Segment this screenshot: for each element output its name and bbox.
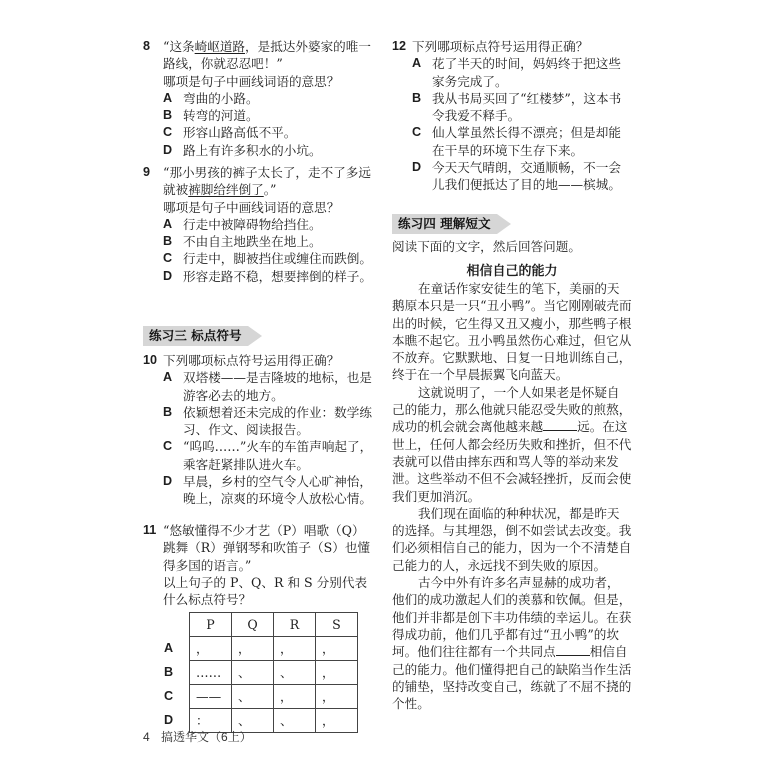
question-stem: “那小男孩的裤子太长了，走不了多远就被裤脚给绊倒了。” (163, 165, 371, 198)
fill-in-blank[interactable] (556, 643, 590, 656)
table-row-d[interactable]: D ： 、 、 ， (163, 709, 358, 733)
page-number: 4 (143, 730, 150, 744)
option-c[interactable]: C 形容山路高低不平。 (163, 125, 297, 141)
option-c[interactable]: C 仙人掌虽然长得不漂亮；但是却能在干旱的环境下生存下来。 (412, 125, 621, 158)
passage-paragraph: 我们现在面临的种种状况，都是昨天的选择。与其埋怨，倒不如尝试去改变。我们必须相信自己的能力，因为一个不清楚自己能力的人，永远找不到失败的原因。 (392, 505, 632, 573)
underlined-phrase: 裤脚给绊倒了 (188, 182, 264, 198)
page-footer (143, 728, 252, 745)
reading-passage (392, 280, 632, 712)
table-cell: ， (232, 637, 274, 661)
question-stem: “悠敏懂得不少才艺（P）唱歌（Q）跳舞（R）弹钢琴和吹笛子（S）也懂得多国的语言。” (163, 523, 371, 573)
punctuation-options-table (163, 612, 358, 733)
table-cell: 、 (232, 709, 274, 733)
question-stem: 下列哪项标点符号运用得正确？ (163, 353, 340, 368)
option-d[interactable]: D 早晨，乡村的空气令人心旷神怡，晚上，凉爽的环境令人放松心情。 (163, 474, 372, 507)
underlined-phrase: 崎岖道路 (194, 39, 246, 54)
fill-in-blank[interactable] (543, 418, 577, 431)
question-9 (143, 164, 373, 285)
table-cell: ， (316, 661, 358, 685)
question-number: 12 (392, 39, 407, 53)
table-cell: ， (274, 637, 316, 661)
table-cell: ， (190, 637, 232, 661)
question-number: 10 (143, 353, 158, 367)
question-8 (143, 38, 373, 159)
table-header-row (163, 613, 358, 637)
question-11 (143, 522, 373, 733)
passage-paragraph: 古今中外有许多名声显赫的成功者，他们的成功激起人们的羡慕和钦佩。但是，他们并非都是创下丰功伟绩的幸运儿。在获得成功前，他们几乎都有过“丑小鸭”的坎坷。他们往往都有一个共同点 相信自己的能力。他们懂得把自己的缺陷当作生活的铺垫，坚持改变自己，练就了不屈不挠的个性。 (392, 575, 632, 712)
table-cell: ， (316, 637, 358, 661)
question-number: 11 (143, 523, 157, 537)
option-b[interactable]: B 我从书局买回了“红楼梦”，这本书令我爱不释手。 (412, 90, 622, 124)
option-a[interactable]: A 双塔楼——是吉隆坡的地标，也是游客必去的地方。 (163, 370, 372, 403)
table-cell: …… (190, 661, 232, 685)
option-a[interactable]: A 花了半天的时间，妈妈终于把这些家务完成了。 (412, 56, 621, 89)
option-d[interactable]: D 形容走路不稳，想要摔倒的样子。 (163, 268, 372, 284)
option-d[interactable]: D 路上有许多积水的小坑。 (163, 142, 322, 158)
table-cell: ： (190, 709, 232, 733)
section-header-punctuation: 练习三 标点符号 (143, 326, 248, 346)
question-prompt: 以上句子的 P、Q、R 和 S 分别代表什么标点符号？ (163, 574, 368, 608)
table-cell: 、 (274, 661, 316, 685)
question-10 (143, 352, 373, 508)
option-b[interactable]: B 不由自主地跌坐在地上。 (163, 234, 322, 250)
question-number: 9 (143, 165, 151, 179)
option-b[interactable]: B 依颖想着还未完成的作业：数学练习、作文、阅读报告。 (163, 404, 372, 438)
question-stem: “这条崎岖道路，是抵达外婆家的唯一路线，你就忍忍吧！” (163, 39, 371, 72)
question-prompt: 哪项是句子中画线词语的意思？ (163, 199, 340, 215)
option-a[interactable]: A 弯曲的小路。 (163, 90, 259, 106)
table-row-c[interactable]: C —— 、 ， ， (163, 685, 358, 709)
option-d[interactable]: D 今天天气晴朗，交通顺畅，不一会儿我们便抵达了目的地——槟城。 (412, 160, 621, 193)
table-cell: 、 (232, 685, 274, 709)
table-header: S (316, 613, 358, 637)
table-cell: 、 (232, 661, 274, 685)
table-cell: 、 (274, 709, 316, 733)
option-a[interactable]: A 行走中被障碍物给挡住。 (163, 216, 322, 232)
option-c[interactable]: C 行走中，脚被挡住或缠住而跌倒。 (163, 251, 372, 267)
table-cell: ， (316, 709, 358, 733)
table-header: R (274, 613, 316, 637)
passage-title: 相信自己的能力 (466, 264, 558, 279)
table-cell: ， (316, 685, 358, 709)
option-c[interactable]: C “呜呜……”火车的车笛声响起了，乘客赶紧排队进火车。 (163, 439, 373, 472)
table-row-a[interactable]: A ， ， ， ， (163, 637, 358, 661)
table-row-b[interactable]: B …… 、 、 ， (163, 661, 358, 685)
table-header: P (190, 613, 232, 637)
reading-instruction: 阅读下面的文字，然后回答问题。 (392, 239, 581, 254)
section-header-reading: 练习四 理解短文 (392, 214, 497, 234)
table-cell: —— (190, 685, 232, 709)
question-12 (392, 38, 632, 194)
book-title: 搞透华文（6上） (161, 730, 252, 744)
question-number: 8 (143, 39, 151, 53)
question-prompt: 哪项是句子中画线词语的意思？ (163, 73, 340, 89)
passage-paragraph: 在童话作家安徒生的笔下，美丽的天鹅原本只是一只“丑小鸭”。当它刚刚破壳而出的时候，它生得又丑又瘦小，那些鸭子根本瞧不起它。丑小鸭虽然伤心难过，但它从不放弃。它默默地、日复一日地训练自己，终于在一个早晨振翼飞向蓝天。 (392, 281, 632, 383)
table-cell: ， (274, 685, 316, 709)
table-header: Q (232, 613, 274, 637)
question-stem: 下列哪项标点符号运用得正确？ (412, 39, 589, 54)
passage-paragraph: 这就说明了，一个人如果老是怀疑自己的能力，那么他就只能忍受失败的煎熬，成功的机会就会离他越来越 远。在这世上，任何人都会经历失败和挫折，但不代表就可以借由摔东西和骂人等的举动来发泄。这些举动不但不会减轻挫折，反而会使我们更加消沉。 (392, 384, 632, 504)
option-b[interactable]: B 转弯的河道。 (163, 108, 259, 124)
